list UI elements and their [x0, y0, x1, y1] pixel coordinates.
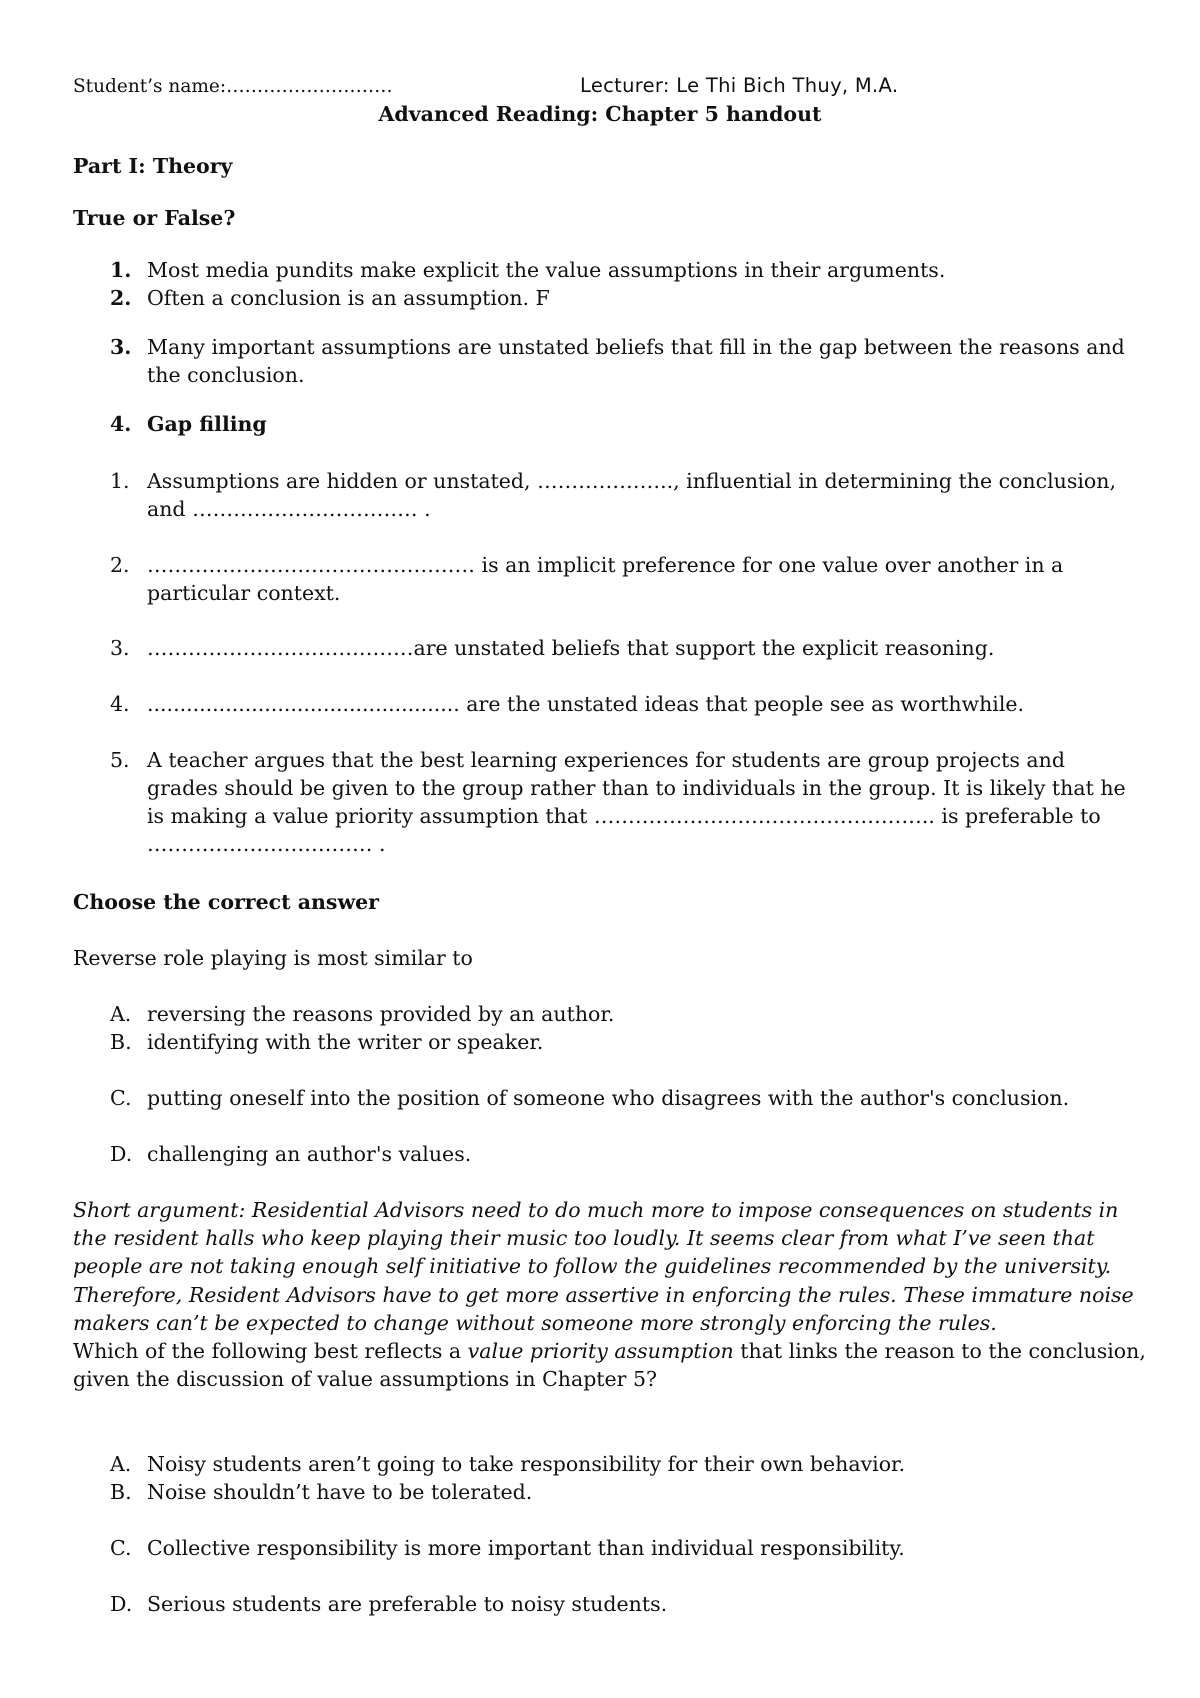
gap-item-4-number: 4.	[110, 692, 130, 716]
gap-filling-heading: Gap filling	[147, 412, 267, 436]
gap-item-1-number: 1.	[110, 469, 130, 493]
gap-item-5-number: 5.	[110, 748, 130, 772]
mcq2-question	[73, 1337, 1153, 1393]
tf-item-2-number: 2.	[110, 286, 132, 310]
mcq1-option-c-text: putting oneself into the position of someone who disagrees with the author's conclusion.	[147, 1086, 1070, 1110]
mcq1-option-a-text: reversing the reasons provided by an author.	[147, 1002, 615, 1026]
tf-item-1-number: 1.	[110, 258, 132, 282]
mcq2-option-d-letter: D.	[110, 1592, 133, 1616]
tf-item-1-text: Most media pundits make explicit the value assumptions in their arguments.	[147, 258, 946, 282]
mcq1-question: Reverse role playing is most similar to	[73, 946, 473, 970]
gap-filling-number: 4.	[110, 412, 132, 436]
gap-item-1-text: Assumptions are hidden or unstated, ……………….., influential in determining the conclusion, and …………………………… .	[147, 469, 1116, 521]
mcq1-option-a-letter: A.	[110, 1002, 132, 1026]
mcq2-question-emphasis: value priority assumption	[467, 1339, 734, 1363]
mcq2-question-pre: Which of the following best reflects a	[73, 1339, 468, 1363]
gap-item-3-text: …………………………………are unstated beliefs that support the explicit reasoning.	[147, 636, 995, 660]
mcq1-option-d-letter: D.	[110, 1142, 133, 1166]
tf-item-2-text: Often a conclusion is an assumption. F	[147, 286, 550, 310]
tf-item-3-text: Many important assumptions are unstated beliefs that fill in the gap between the reasons and the conclusion.	[147, 335, 1125, 387]
gap-item-3-number: 3.	[110, 636, 130, 660]
page-title: Advanced Reading: Chapter 5 handout	[378, 102, 822, 126]
mcq2-option-a-text: Noisy students aren’t going to take responsibility for their own behavior.	[147, 1452, 906, 1476]
mcq1-option-d-text: challenging an author's values.	[147, 1142, 472, 1166]
mcq1-option-c-letter: C.	[110, 1086, 132, 1110]
tf-item-3-number: 3.	[110, 335, 132, 359]
short-argument: Short argument: Residential Advisors need to do much more to impose consequences on students in the resident halls who keep playing their music too loudly. It seems clear from what I’ve seen that people are not taking enough self initiative to follow the guidelines recommended by the university. Therefore, Resident Advisors have to get more assertive in enforcing the rules. These immature noise makers can’t be expected to change without someone more strongly enforcing the rules.	[73, 1198, 1134, 1335]
mcq2-option-c-text: Collective responsibility is more important than individual responsibility.	[147, 1536, 905, 1560]
mcq2-option-b-letter: B.	[110, 1480, 132, 1504]
gap-item-2-number: 2.	[110, 553, 130, 577]
gap-item-4-text: ................................................ are the unstated ideas that people see as worthwhile.	[147, 692, 1025, 716]
gap-item-2-text: ………………………………………… is an implicit preference for one value over another in a particular context.	[147, 553, 1064, 605]
part1-heading: Part I: Theory	[73, 154, 233, 178]
true-false-heading: True or False?	[73, 206, 236, 230]
student-name-field: Student’s name:………………………	[73, 76, 393, 97]
mcq2-option-d-text: Serious students are preferable to noisy students.	[147, 1592, 668, 1616]
mcq2-option-b-text: Noise shouldn’t have to be tolerated.	[147, 1480, 533, 1504]
lecturer-name: Lecturer: Le Thi Bich Thuy, M.A.	[580, 74, 899, 97]
mcq1-option-b-letter: B.	[110, 1030, 132, 1054]
mcq1-option-b-text: identifying with the writer or speaker.	[147, 1030, 544, 1054]
mcq2-question-post: that links the reason to the conclusion, given the discussion of value assumptions in Chapter 5?	[73, 1339, 1146, 1392]
mcq2-option-c-letter: C.	[110, 1536, 132, 1560]
choose-answer-heading: Choose the correct answer	[73, 890, 379, 914]
gap-item-5-text: A teacher argues that the best learning experiences for students are group projects and grades should be given to the group rather than to individuals in the group. It is likely that he is making a value priority assumption that ………………………………………….. is preferable to …………………………… .	[147, 748, 1126, 856]
mcq2-option-a-letter: A.	[110, 1452, 132, 1476]
